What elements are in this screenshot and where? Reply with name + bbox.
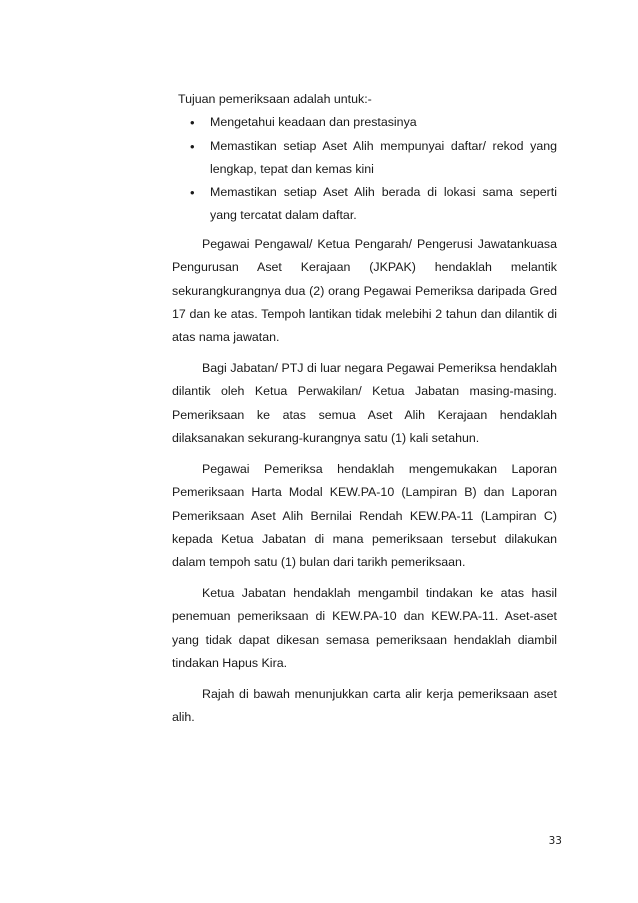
bullet-item: • Memastikan setiap Aset Alih berada di lokasi sama seperti yang tercatat dalam daftar. <box>178 181 557 228</box>
paragraph-overseas-agencies: Bagi Jabatan/ PTJ di luar negara Pegawai Pemeriksa hendaklah dilantik oleh Ketua Perwakilan/ Ketua Jabatan masing-masing. Pemeriksaan ke atas semua Aset Alih Kerajaan hendaklah dilaksanakan sekurang-kurangnya satu (1) kali setahun. <box>172 361 557 445</box>
bullet-item: • Memastikan setiap Aset Alih mempunyai daftar/ rekod yang lengkap, tepat dan kemas kini <box>178 135 557 182</box>
page-number: 33 <box>548 835 562 847</box>
paragraph-appointment: Pegawai Pengawal/ Ketua Pengarah/ Pengerusi Jawatankuasa Pengurusan Aset Kerajaan (JKPAK) hendaklah melantik sekurangkurangnya dua (2) orang Pegawai Pemeriksa daripada Gred 17 dan ke atas. Tempoh lantikan tidak melebihi 2 tahun dan dilantik di atas nama jawatan. <box>172 237 557 345</box>
inspection-purpose-section <box>172 88 557 228</box>
purpose-lead-text: Tujuan pemeriksaan adalah untuk:- <box>178 92 372 106</box>
paragraph-flowchart-intro: Rajah di bawah menunjukkan carta alir kerja pemeriksaan aset alih. <box>172 687 557 725</box>
paragraph-follow-up-action: Ketua Jabatan hendaklah mengambil tindakan ke atas hasil penemuan pemeriksaan di KEW.PA-10 dan KEW.PA-11. Aset-aset yang tidak dapat dikesan semasa pemeriksaan hendaklah diambil tindakan Hapus Kira. <box>172 586 557 670</box>
bullet-item: • Mengetahui keadaan dan prestasinya <box>178 111 557 134</box>
paragraph-report-submission: Pegawai Pemeriksa hendaklah mengemukakan Laporan Pemeriksaan Harta Modal KEW.PA-10 (Lampiran B) dan Laporan Pemeriksaan Aset Alih Bernilai Rendah KEW.PA-11 (Lampiran C) kepada Ketua Jabatan di mana pemeriksaan tersebut dilakukan dalam tempoh satu (1) bulan dari tarikh pemeriksaan. <box>172 462 557 570</box>
purpose-bullet-list <box>178 111 557 227</box>
